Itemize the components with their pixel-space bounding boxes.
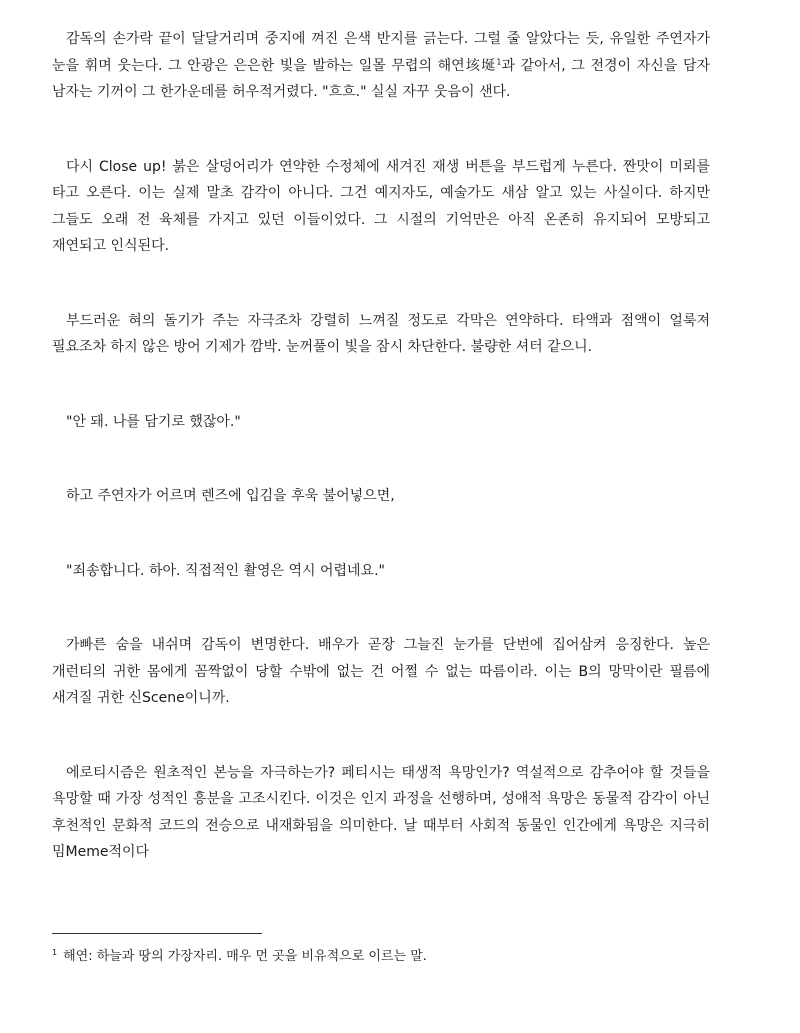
paragraph-3: 부드러운 혀의 돌기가 주는 자극조차 강렬히 느껴질 정도로 각막은 연약하다. 타액과 점액이 얼룩져 필요조차 하지 않은 방어 기제가 깜박. 눈꺼풀이 빛을 잠시 차단한다. 불량한 셔터 같으니. bbox=[52, 312, 710, 355]
document-body bbox=[52, 26, 710, 866]
footnote bbox=[52, 946, 710, 968]
paragraph-4: "안 돼. 나를 담기로 했잖아." bbox=[66, 413, 241, 430]
paragraph-1-hanja: 垓埏 bbox=[464, 57, 497, 74]
paragraph-1 bbox=[52, 26, 710, 106]
paragraph-6: "죄송합니다. 하아. 직접적인 촬영은 역시 어렵네요." bbox=[66, 562, 385, 579]
footnote-reference[interactable]: 1 bbox=[496, 56, 502, 66]
footnote-text: 해연: 하늘과 땅의 가장자리. 매우 먼 곳을 비유적으로 이르는 말. bbox=[63, 949, 427, 964]
paragraph-5: 하고 주연자가 어르며 렌즈에 입김을 후욱 불어넣으면, bbox=[66, 488, 395, 504]
paragraph-8: 에로티시즘은 원초적인 본능을 자극하는가? 페티시는 태생적 욕망인가? 역설적으로 감추어야 할 것들을 욕망할 때 가장 성적인 흥분을 고조시킨다. 이것은 인지 과정을 선행하며, 성애적 욕망은 동물적 감각이 아닌 후천적인 문화적 코드의 전승으로 내재화됨을 의미한다. 날 때부터 사회적 동물인 인간에게 욕망은 지극히 밈Meme적이다 bbox=[52, 764, 710, 860]
paragraph-1-text-after: 과 같아서, 그 전경이 자신을 담자 남자는 기꺼이 그 한가운데를 허우적거렸다. "흐흐." 실실 자꾸 웃음이 샌다. bbox=[52, 57, 711, 100]
footnote-divider bbox=[52, 933, 262, 934]
paragraph-1-text-before: 감독의 손가락 끝이 달달거리며 중지에 껴진 은색 반지를 긁는다. 그럴 줄 알았다는 듯, 유일한 주연자가 눈을 휘며 웃는다. 그 안광은 은은한 빛을 발하는 일몰 무렵의 해연 bbox=[52, 31, 710, 74]
footnote-number: 1 bbox=[52, 947, 58, 957]
paragraph-7: 가빠른 숨을 내쉬며 감독이 변명한다. 배우가 곧장 그늘진 눈가를 단번에 집어삼켜 응징한다. 높은 개런티의 귀한 몸에게 꼼짝없이 당할 수밖에 없는 건 어쩔 수 없는 따름이라. 이는 B의 망막이란 필름에 새겨질 귀한 신Scene이니까. bbox=[52, 637, 710, 706]
paragraph-2: 다시 Close up! 붉은 살덩어리가 연약한 수정체에 새겨진 재생 버튼을 부드럽게 누른다. 짠맛이 미뢰를 타고 오른다. 이는 실제 말초 감각이 아니다. 그건 예지자도, 예술가도 새삼 알고 있는 사실이다. 하지만 그들도 오래 전 육체를 가지고 있던 이들이었다. 그 시절의 기억만은 아직 온존히 유지되어 모방되고 재연되고 인식된다. bbox=[52, 158, 710, 254]
